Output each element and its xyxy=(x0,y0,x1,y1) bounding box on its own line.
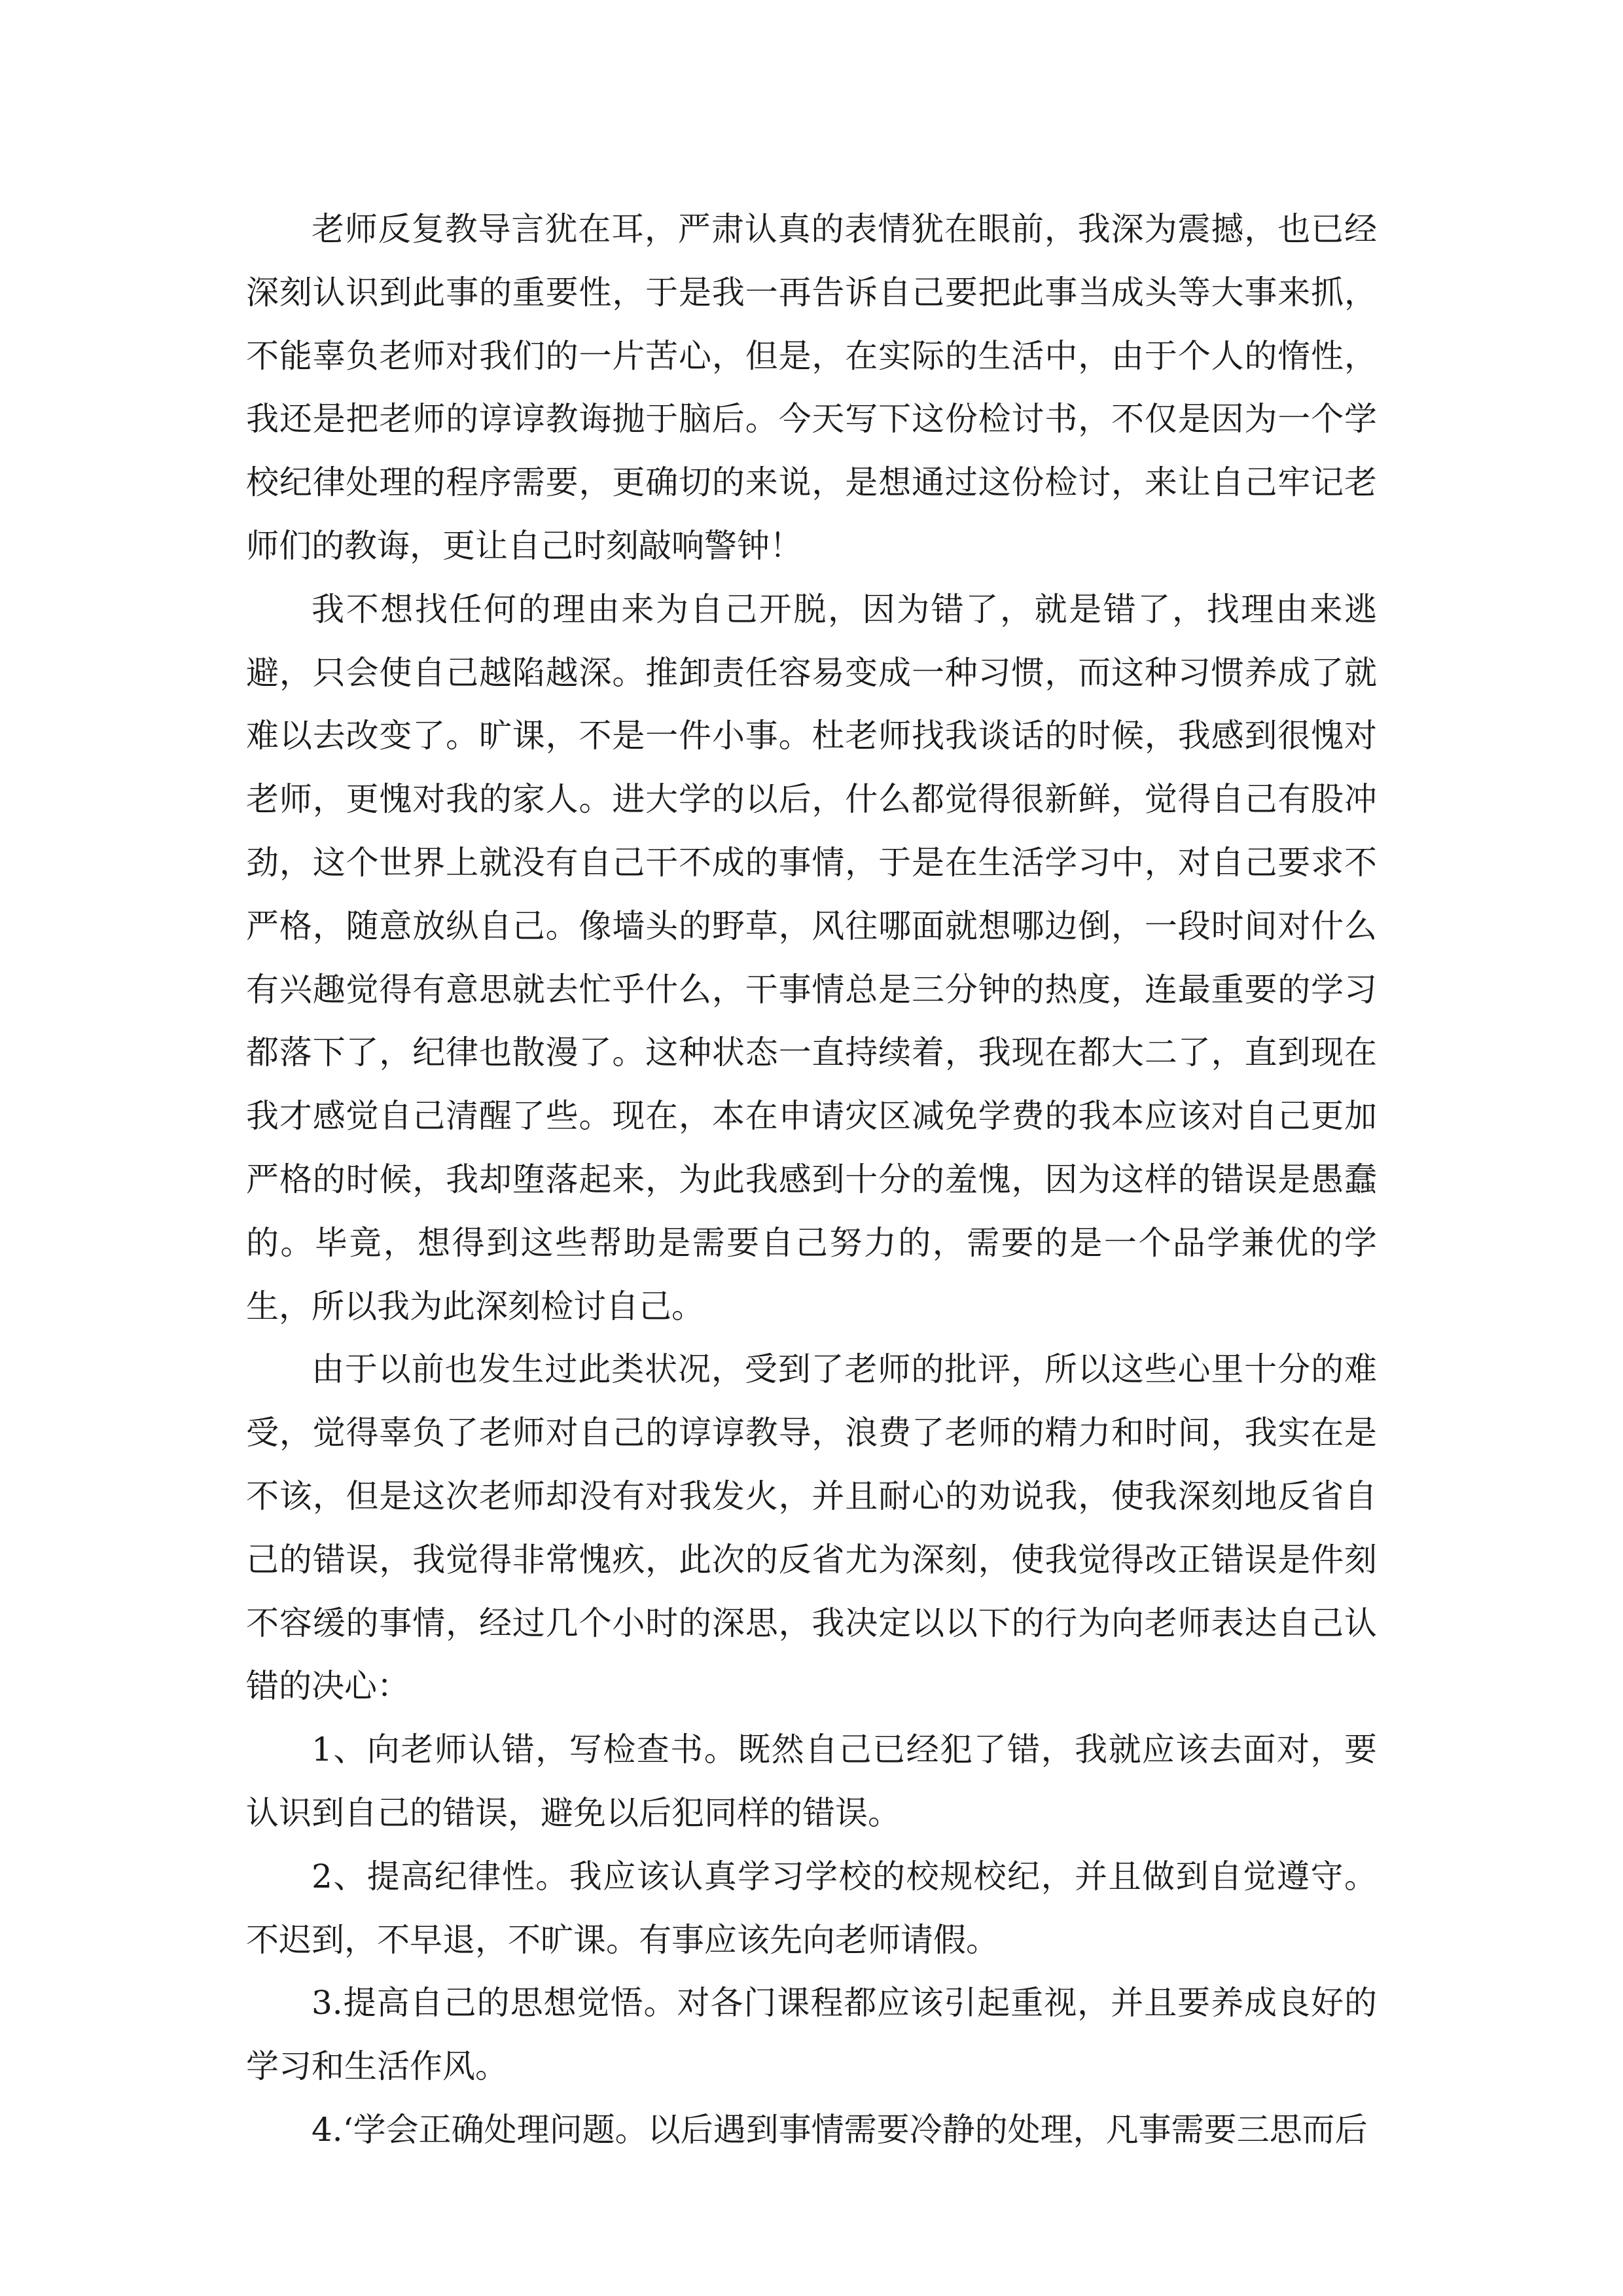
paragraph-decision: 由于以前也发生过此类状况，受到了老师的批评，所以这些心里十分的难受，觉得辜负了老师对自己的谆谆教导，浪费了老师的精力和时间，我实在是不该，但是这次老师却没有对我发火，并且耐心的劝说我，使我深刻地反省自己的错误，我觉得非常愧疚，此次的反省尤为深刻，使我觉得改正错误是件刻不容缓的事情，经过几个小时的深思，我决定以以下的行为向老师表达自己认错的决心： xyxy=(246,1350,1377,1706)
paragraph-reflection: 我不想找任何的理由来为自己开脱，因为错了，就是错了，找理由来逃避，只会使自己越陷越深。推卸责任容易变成一种习惯，而这种习惯养成了就难以去改变了。旷课，不是一件小事。杜老师找我谈话的时候，我感到很愧对老师，更愧对我的家人。进大学的以后，什么都觉得很新鲜，觉得自己有股冲劲，这个世界上就没有自己干不成的事情，于是在生活学习中，对自己要求不严格，随意放纵自己。像墙头的野草，风往哪面就想哪边倒，一段时间对什么有兴趣觉得有意思就去忙乎什么，干事情总是三分钟的热度，连最重要的学习都落下了，纪律也散漫了。这种状态一直持续着，我现在都大二了，直到现在我才感觉自己清醒了些。现在，本在申请灾区减免学费的我本应该对自己更加严格的时候，我却堕落起来，为此我感到十分的羞愧，因为这样的错误是愚蠢的。毕竟，想得到这些帮助是需要自己努力的，需要的是一个品学兼优的学生，所以我为此深刻检讨自己。 xyxy=(246,590,1377,1325)
paragraph-intro: 老师反复教导言犹在耳，严肃认真的表情犹在眼前，我深为震撼，也已经深刻认识到此事的重要性，于是我一再告诉自己要把此事当成头等大事来抓，不能辜负老师对我们的一片苦心，但是，在实际的生活中，由于个人的惰性，我还是把老师的谆谆教诲抛于脑后。今天写下这份检讨书，不仅是因为一个学校纪律处理的程序需要，更确切的来说，是想通过这份检讨，来让自己牢记老师们的教诲，更让自己时刻敲响警钟！ xyxy=(246,210,1377,565)
list-item-4: 4.‘学会正确处理问题。以后遇到事情需要冷静的处理，凡事需要三思而后 xyxy=(312,2110,1368,2149)
list-item-1: 1、向老师认错，写检查书。既然自己已经犯了错，我就应该去面对，要认识到自己的错误，避免以后犯同样的错误。 xyxy=(246,1731,1377,1832)
document-body xyxy=(246,198,1377,2162)
list-item-3: 3.提高自己的思想觉悟。对各门课程都应该引起重视，并且要养成良好的学习和生活作风。 xyxy=(246,1984,1377,2086)
list-item-2: 2、提高纪律性。我应该认真学习学校的校规校纪，并且做到自觉遵守。不迟到，不早退，不旷课。有事应该先向老师请假。 xyxy=(246,1857,1377,1959)
